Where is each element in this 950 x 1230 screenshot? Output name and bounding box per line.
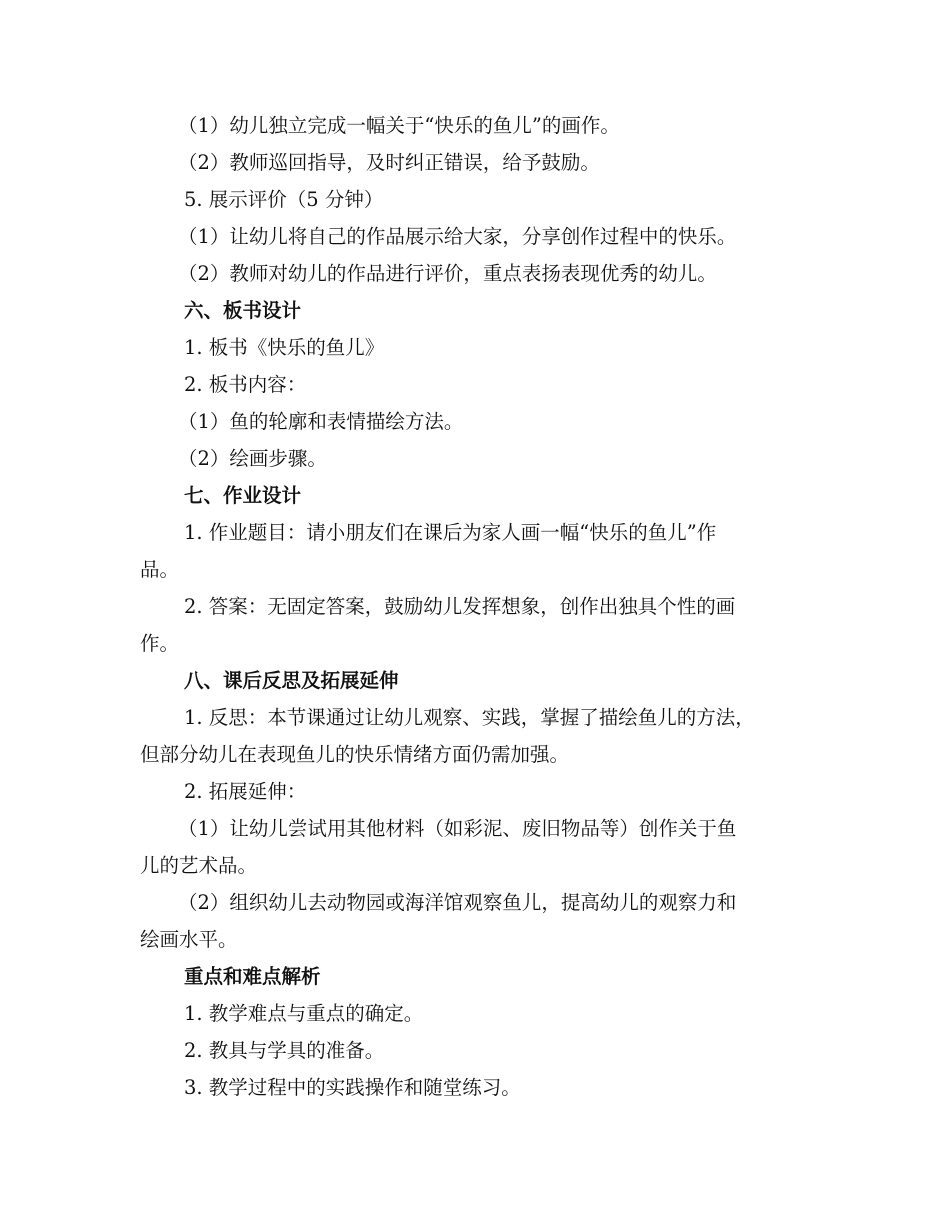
paragraph-line: 但部分幼儿在表现鱼儿的快乐情绪方面仍需加强。 (140, 743, 570, 766)
paragraph-line: （1）让幼儿将自己的作品展示给大家，分享创作过程中的快乐。 (178, 225, 737, 248)
section-heading: 七、作业设计 (184, 484, 302, 507)
section-heading: 六、板书设计 (184, 299, 302, 322)
section-heading: 重点和难点解析 (184, 965, 321, 988)
list-item: 1. 作业题目：请小朋友们在课后为家人画一幅“快乐的鱼儿”作 (184, 521, 717, 544)
paragraph-line: （1）让幼儿尝试用其他材料（如彩泥、废旧物品等）创作关于鱼 (178, 817, 737, 840)
section-heading: 八、课后反思及拓展延伸 (184, 669, 399, 692)
paragraph-line: （1）幼儿独立完成一幅关于“快乐的鱼儿”的画作。 (178, 114, 620, 137)
paragraph-line: 品。 (140, 558, 180, 581)
list-item: 2. 教具与学具的准备。 (184, 1039, 385, 1062)
list-item: 1. 教学难点与重点的确定。 (184, 1002, 424, 1025)
list-item: 1. 反思：本节课通过让幼儿观察、实践，掌握了描绘鱼儿的方法， (184, 706, 755, 729)
paragraph-line: 绘画水平。 (140, 928, 238, 951)
list-item: 2. 板书内容： (184, 373, 307, 396)
list-item: 2. 拓展延伸： (184, 780, 307, 803)
paragraph-line: 作。 (140, 632, 180, 655)
list-item: 1. 板书《快乐的鱼儿》 (184, 336, 385, 359)
paragraph-line: （2）组织幼儿去动物园或海洋馆观察鱼儿，提高幼儿的观察力和 (178, 891, 737, 914)
list-item: 2. 答案：无固定答案，鼓励幼儿发挥想象，创作出独具个性的画 (184, 595, 736, 618)
paragraph-line: （2）教师对幼儿的作品进行评价，重点表扬表现优秀的幼儿。 (178, 262, 717, 285)
paragraph-line: （2）绘画步骤。 (178, 447, 327, 470)
paragraph-line: （2）教师巡回指导，及时纠正错误，给予鼓励。 (178, 151, 600, 174)
paragraph-line: 儿的艺术品。 (140, 854, 258, 877)
list-item: 3. 教学过程中的实践操作和随堂练习。 (184, 1076, 521, 1099)
paragraph-line: （1）鱼的轮廓和表情描绘方法。 (178, 410, 464, 433)
list-item: 5. 展示评价（5 分钟） (184, 188, 384, 211)
